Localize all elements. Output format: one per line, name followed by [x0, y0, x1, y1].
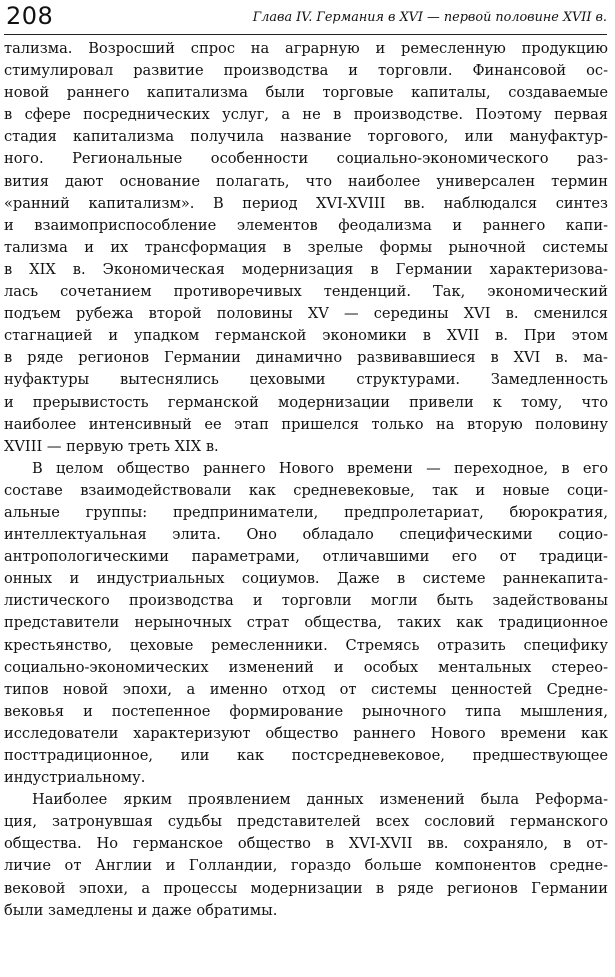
text-line: Наиболее ярким проявлением данных изменений была Реформа- — [32, 791, 608, 809]
text-line: подъем рубежа второй половины XV — середины XVI в. сменился — [4, 305, 608, 323]
page-header — [4, 0, 607, 35]
text-line: в ряде регионов Германии динамично развивавшиеся в XVI в. ма- — [4, 349, 608, 367]
text-line: личие от Англии и Голландии, гораздо больше компонентов средне- — [4, 857, 608, 875]
text-line: наиболее интенсивный ее этап пришелся только на вторую половину — [4, 415, 608, 433]
text-line: крестьянство, цеховые ремесленники. Стремясь отразить специфику — [4, 636, 608, 654]
text-line: вековой эпохи, а процессы модернизации в ряде регионов Германии — [4, 879, 608, 897]
text-line: стадия капитализма получила название торгового, или мануфактур- — [4, 128, 608, 146]
text-line: стагнацией и упадком германской экономики в XVII в. При этом — [4, 327, 608, 345]
text-line: составе взаимодействовали как средневековые, так и новые соци- — [4, 481, 608, 499]
running-head: Глава IV. Германия в XVI — первой половине XVII в. — [252, 10, 607, 25]
text-line: общества. Но германское общество в XVI-XVII вв. сохраняло, в от- — [4, 835, 608, 853]
text-line: новой раннего капитализма были торговые капиталы, создаваемые — [4, 84, 608, 102]
text-line: альные группы: предприниматели, предпролетариат, бюрократия, — [4, 503, 608, 521]
text-line: в сфере посреднических услуг, а не в производстве. Поэтому первая — [4, 106, 608, 124]
text-line: представители нерыночных страт общества, таких как традиционное — [4, 614, 608, 632]
text-line: и прерывистость германской модернизации привели к тому, что — [4, 393, 608, 411]
text-line: тализма и их трансформация в зрелые формы рыночной системы — [4, 238, 608, 256]
paragraph — [4, 789, 608, 922]
text-line: посттрадиционное, или как постсредневековое, предшествующее — [4, 747, 608, 764]
text-line: ция, затронувшая судьбы представителей всех сословий германского — [4, 813, 608, 831]
paragraph — [4, 38, 608, 458]
text-line: нуфактуры вытеснялись цеховыми структурами. Замедленность — [4, 371, 608, 389]
text-line: вековья и постепенное формирование рыночного типа мышления, — [4, 702, 608, 720]
page-number: 208 — [6, 2, 54, 30]
text-line: социально-экономических изменений и особых ментальных стерео- — [4, 658, 608, 676]
text-line: и взаимоприспособление элементов феодализма и раннего капи- — [4, 216, 608, 234]
text-line: тализма. Возросший спрос на аграрную и ремесленную продукцию — [4, 40, 608, 57]
text-line: в XIX в. Экономическая модернизация в Германии характеризова- — [4, 260, 608, 278]
text-line: XVIII — первую треть XIX в. — [4, 437, 219, 455]
text-line: листического производства и торговли могли быть задействованы — [4, 592, 608, 610]
text-line: В целом общество раннего Нового времени — переходное, в его — [32, 459, 608, 477]
paragraph — [4, 458, 608, 789]
text-line: индустриальному. — [4, 769, 146, 787]
text-line: были замедлены и даже обратимы. — [4, 901, 278, 919]
text-line: «ранний капитализм». В период XVI-XVIII вв. наблюдался синтез — [4, 194, 608, 212]
text-line: типов новой эпохи, а именно отход от системы ценностей Средне- — [4, 680, 608, 698]
text-line: вития дают основание полагать, что наиболее универсален термин — [4, 172, 608, 190]
text-line: антропологическими параметрами, отличавшими его от традици- — [4, 548, 608, 566]
body-text — [4, 38, 608, 922]
text-line: стимулировал развитие производства и торговли. Финансовой ос- — [4, 62, 608, 80]
text-line: интеллектуальная элита. Оно обладало специфическими социо- — [4, 526, 608, 544]
text-line: ного. Региональные особенности социально-экономического раз- — [4, 150, 608, 168]
text-line: исследователи характеризуют общество раннего Нового времени как — [4, 724, 608, 742]
text-line: лась сочетанием противоречивых тенденций. Так, экономический — [4, 283, 608, 301]
text-line: онных и индустриальных социумов. Даже в системе раннекапита- — [4, 570, 608, 588]
